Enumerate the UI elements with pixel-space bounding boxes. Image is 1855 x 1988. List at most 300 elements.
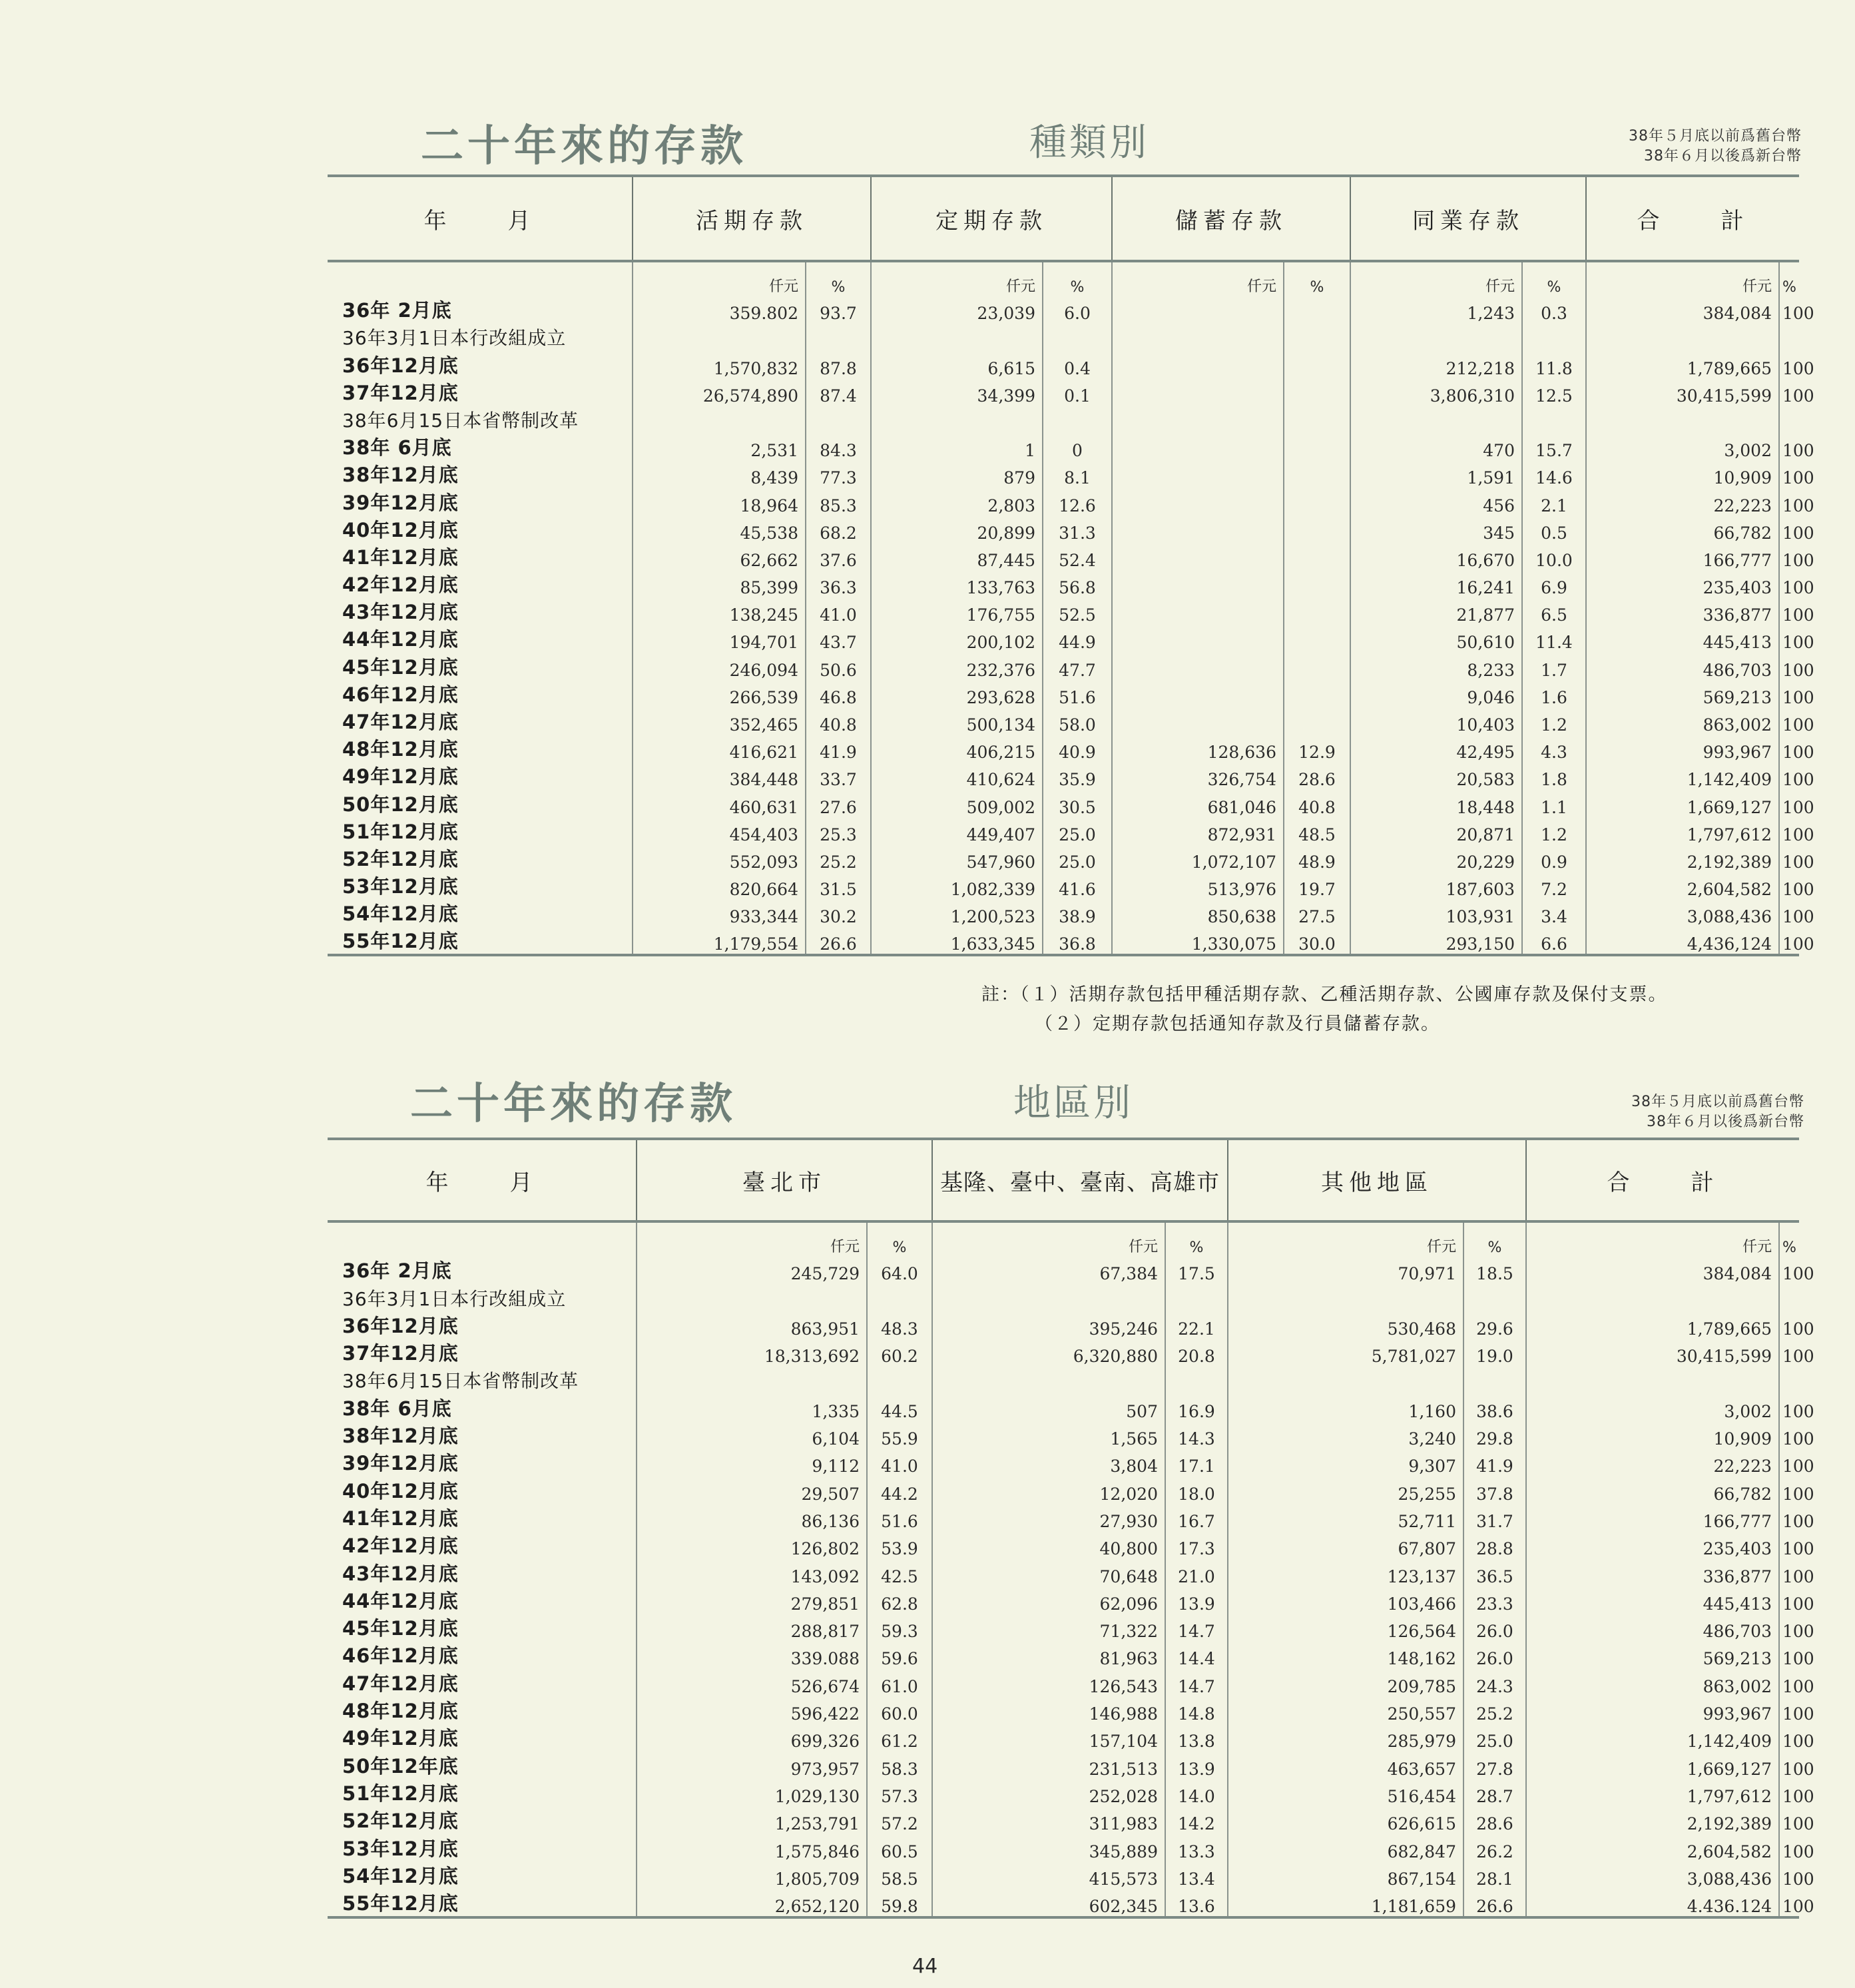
- cell-amount: 85,399: [633, 570, 806, 597]
- unit-row: [328, 261, 1799, 296]
- cell-amount: 23,039: [871, 296, 1043, 323]
- cell-amount: 1,565: [932, 1421, 1165, 1449]
- cell-amount: 1,029,130: [637, 1779, 867, 1806]
- cell-percent: 100: [1779, 899, 1799, 926]
- row-label: 49年12月底: [342, 765, 459, 789]
- cell-amount: 187,603: [1350, 872, 1522, 899]
- cell-amount: 410,624: [871, 762, 1043, 789]
- row-label: 39年12月底: [342, 491, 459, 514]
- cell-amount: 20,229: [1350, 844, 1522, 872]
- cell-percent: 100: [1779, 872, 1799, 899]
- table-row: [328, 1668, 1799, 1696]
- cell-amount: 143,092: [637, 1558, 867, 1586]
- cell-percent: 28.7: [1463, 1779, 1526, 1806]
- table-row: [328, 1833, 1799, 1861]
- header-year-month: 年 月: [328, 176, 633, 261]
- cell-amount: [1112, 515, 1284, 543]
- section-title: 二十年來的存款: [410, 1080, 736, 1129]
- cell-percent: 2.1: [1522, 488, 1586, 515]
- table-note-row: [328, 323, 1799, 350]
- cell-percent: 58.3: [867, 1751, 932, 1778]
- table-row: [328, 1751, 1799, 1778]
- cell-percent: 1.1: [1522, 789, 1586, 817]
- cell-amount: 445,413: [1586, 625, 1779, 652]
- table-row: [328, 872, 1799, 899]
- cell-amount: 3,806,310: [1350, 378, 1522, 406]
- cell-amount: 1,072,107: [1112, 844, 1284, 872]
- row-label: 38年6月15日本省幣制改革: [342, 1370, 579, 1393]
- cell-percent: 30.0: [1284, 926, 1350, 955]
- cell-percent: 0.9: [1522, 844, 1586, 872]
- table-row: [328, 789, 1799, 817]
- cell-amount: [1112, 570, 1284, 597]
- cell-amount: 123,137: [1228, 1558, 1463, 1586]
- cell-percent: 1.8: [1522, 762, 1586, 789]
- cell-percent: 13.4: [1165, 1861, 1228, 1889]
- cell-percent: 21.0: [1165, 1558, 1228, 1586]
- cell-percent: 100: [1779, 707, 1799, 735]
- cell-amount: 1,633,345: [871, 926, 1043, 955]
- cell-amount: 2,192,389: [1586, 844, 1779, 872]
- unit-percent: %: [1284, 261, 1350, 296]
- cell-amount: 12,020: [932, 1476, 1165, 1503]
- cell-amount: 235,403: [1586, 570, 1779, 597]
- table-row: [328, 1311, 1799, 1339]
- cell-percent: 100: [1779, 488, 1799, 515]
- cell-amount: 470: [1350, 433, 1522, 460]
- cell-amount: [1526, 1366, 1779, 1393]
- cell-percent: 7.2: [1522, 872, 1586, 899]
- cell-percent: 13.8: [1165, 1724, 1228, 1751]
- cell-amount: [871, 323, 1043, 350]
- table-row: [328, 652, 1799, 679]
- cell-amount: [1112, 625, 1284, 652]
- cell-amount: 3,240: [1228, 1421, 1463, 1449]
- cell-percent: 100: [1779, 1586, 1799, 1614]
- cell-amount: 1,181,659: [1228, 1889, 1463, 1917]
- cell-amount: 16,241: [1350, 570, 1522, 597]
- row-label: 41年12月底: [342, 545, 459, 569]
- cell-amount: 547,960: [871, 844, 1043, 872]
- cell-amount: 34,399: [871, 378, 1043, 406]
- cell-amount: 146,988: [932, 1696, 1165, 1724]
- unit-percent: %: [1043, 261, 1112, 296]
- table-row: [328, 1531, 1799, 1558]
- cell-percent: 59.8: [867, 1889, 932, 1917]
- cell-amount: 345: [1350, 515, 1522, 543]
- cell-percent: 14.3: [1165, 1421, 1228, 1449]
- table-row: [328, 1421, 1799, 1449]
- unit-row-label: [328, 261, 633, 296]
- cell-percent: 15.7: [1522, 433, 1586, 460]
- cell-amount: 103,931: [1350, 899, 1522, 926]
- cell-percent: 13.6: [1165, 1889, 1228, 1917]
- cell-percent: 14.8: [1165, 1696, 1228, 1724]
- row-label: 48年12月底: [342, 1700, 459, 1723]
- table-row: [328, 1449, 1799, 1476]
- cell-percent: 57.2: [867, 1806, 932, 1833]
- cell-percent: [806, 406, 871, 433]
- cell-percent: 1.6: [1522, 680, 1586, 707]
- cell-amount: 500,134: [871, 707, 1043, 735]
- cell-amount: 993,967: [1586, 735, 1779, 762]
- cell-percent: [1284, 652, 1350, 679]
- row-label: 37年12月底: [342, 381, 459, 404]
- cell-amount: 384,448: [633, 762, 806, 789]
- cell-percent: 60.0: [867, 1696, 932, 1724]
- cell-amount: 62,662: [633, 543, 806, 570]
- cell-amount: 1,142,409: [1586, 762, 1779, 789]
- cell-percent: 100: [1779, 1449, 1799, 1476]
- unit-amount: 仟元: [1112, 261, 1284, 296]
- cell-percent: 36.5: [1463, 1558, 1526, 1586]
- cell-percent: [1284, 570, 1350, 597]
- cell-percent: 25.0: [1463, 1724, 1526, 1751]
- cell-amount: 1,243: [1350, 296, 1522, 323]
- cell-amount: 20,871: [1350, 817, 1522, 844]
- cell-percent: 58.0: [1043, 707, 1112, 735]
- currency-note-line: 38年５月底以前爲舊台幣: [1629, 128, 1802, 145]
- cell-amount: [1112, 680, 1284, 707]
- row-label: 39年12月底: [342, 1452, 459, 1475]
- cell-amount: 1,179,554: [633, 926, 806, 955]
- cell-amount: 1,253,791: [637, 1806, 867, 1833]
- cell-amount: 20,583: [1350, 762, 1522, 789]
- cell-amount: 1,200,523: [871, 899, 1043, 926]
- unit-amount: 仟元: [1228, 1221, 1463, 1256]
- table-row: [328, 433, 1799, 460]
- cell-amount: 406,215: [871, 735, 1043, 762]
- cell-percent: 100: [1779, 296, 1799, 323]
- cell-percent: 31.7: [1463, 1504, 1526, 1531]
- cell-amount: 507: [932, 1393, 1165, 1421]
- table-note-row: [328, 1366, 1799, 1393]
- cell-percent: 14.6: [1522, 460, 1586, 488]
- cell-percent: [1284, 597, 1350, 625]
- cell-percent: 93.7: [806, 296, 871, 323]
- cell-amount: 359.802: [633, 296, 806, 323]
- cell-percent: 40.9: [1043, 735, 1112, 762]
- cell-percent: 14.0: [1165, 1779, 1228, 1806]
- cell-amount: 1,160: [1228, 1393, 1463, 1421]
- cell-amount: 872,931: [1112, 817, 1284, 844]
- cell-amount: [1112, 543, 1284, 570]
- cell-amount: [1112, 350, 1284, 378]
- cell-amount: 863,002: [1586, 707, 1779, 735]
- cell-amount: 384,084: [1586, 296, 1779, 323]
- cell-amount: 45,538: [633, 515, 806, 543]
- deposits-by-type-table: [328, 174, 1814, 956]
- cell-percent: [1779, 323, 1799, 350]
- cell-amount: 66,782: [1586, 515, 1779, 543]
- cell-percent: 46.8: [806, 680, 871, 707]
- cell-amount: 18,313,692: [637, 1339, 867, 1366]
- cell-amount: 415,573: [932, 1861, 1165, 1889]
- cell-amount: 2,604,582: [1526, 1833, 1779, 1861]
- cell-percent: 26.6: [1463, 1889, 1526, 1917]
- cell-percent: [1284, 460, 1350, 488]
- cell-amount: 460,631: [633, 789, 806, 817]
- header-taipei: 臺北市: [637, 1139, 932, 1221]
- cell-amount: 3,002: [1526, 1393, 1779, 1421]
- cell-amount: 820,664: [633, 872, 806, 899]
- cell-percent: 0.1: [1043, 378, 1112, 406]
- cell-percent: [1522, 406, 1586, 433]
- cell-amount: 70,648: [932, 1558, 1165, 1586]
- cell-percent: [1284, 515, 1350, 543]
- header-year-month: 年 月: [328, 1139, 637, 1221]
- cell-amount: 863,002: [1526, 1668, 1779, 1696]
- cell-amount: [1350, 323, 1522, 350]
- cell-percent: 0.5: [1522, 515, 1586, 543]
- cell-percent: [1284, 323, 1350, 350]
- cell-amount: 22,223: [1526, 1449, 1779, 1476]
- cell-percent: 100: [1779, 1889, 1799, 1917]
- cell-amount: 42,495: [1350, 735, 1522, 762]
- table-row: [328, 899, 1799, 926]
- row-label: 42年12月底: [342, 1534, 459, 1558]
- note-line: 註：（１）活期存款包括甲種活期存款、乙種活期存款、公國庫存款及保付支票。: [981, 984, 1668, 1005]
- row-label: 53年12月底: [342, 1837, 459, 1860]
- table-row: [328, 1339, 1799, 1366]
- cell-amount: 311,983: [932, 1806, 1165, 1833]
- row-label: 36年3月1日本行改組成立: [342, 327, 567, 350]
- cell-percent: 10.0: [1522, 543, 1586, 570]
- row-label: 43年12月底: [342, 1562, 459, 1585]
- cell-amount: [1112, 652, 1284, 679]
- row-label: 52年12月底: [342, 847, 459, 870]
- cell-amount: 1,591: [1350, 460, 1522, 488]
- cell-amount: 513,976: [1112, 872, 1284, 899]
- cell-amount: 445,413: [1526, 1586, 1779, 1614]
- cell-percent: 26.2: [1463, 1833, 1526, 1861]
- cell-percent: 6.9: [1522, 570, 1586, 597]
- row-label: 36年3月1日本行改組成立: [342, 1287, 567, 1310]
- unit-amount: 仟元: [1526, 1221, 1779, 1256]
- cell-amount: 126,802: [637, 1531, 867, 1558]
- table-row: [328, 543, 1799, 570]
- table-note-row: [328, 1283, 1799, 1311]
- cell-percent: 68.2: [806, 515, 871, 543]
- cell-percent: 41.9: [806, 735, 871, 762]
- currency-note-line: 38年６月以後爲新台幣: [1644, 148, 1802, 165]
- cell-amount: 8,233: [1350, 652, 1522, 679]
- cell-amount: 879: [871, 460, 1043, 488]
- cell-percent: 44.9: [1043, 625, 1112, 652]
- cell-percent: 60.2: [867, 1339, 932, 1366]
- cell-percent: 61.0: [867, 1668, 932, 1696]
- cell-percent: 100: [1779, 433, 1799, 460]
- table-row: [328, 1779, 1799, 1806]
- cell-amount: 71,322: [932, 1614, 1165, 1641]
- cell-amount: 1,082,339: [871, 872, 1043, 899]
- cell-percent: 57.3: [867, 1779, 932, 1806]
- unit-percent: %: [867, 1221, 932, 1256]
- cell-amount: 293,628: [871, 680, 1043, 707]
- cell-amount: 1,575,846: [637, 1833, 867, 1861]
- cell-amount: 18,964: [633, 488, 806, 515]
- cell-amount: 86,136: [637, 1504, 867, 1531]
- header-time-deposit: 定期存款: [871, 176, 1112, 261]
- cell-percent: 100: [1779, 680, 1799, 707]
- cell-amount: 70,971: [1228, 1256, 1463, 1283]
- cell-percent: 27.6: [806, 789, 871, 817]
- cell-percent: [1779, 406, 1799, 433]
- cell-percent: 100: [1779, 570, 1799, 597]
- cell-percent: [1165, 1283, 1228, 1311]
- row-label: 36年12月底: [342, 354, 459, 377]
- cell-percent: 60.5: [867, 1833, 932, 1861]
- cell-amount: [1586, 323, 1779, 350]
- cell-percent: 25.2: [1463, 1696, 1526, 1724]
- cell-percent: 16.7: [1165, 1504, 1228, 1531]
- cell-amount: 699,326: [637, 1724, 867, 1751]
- cell-amount: 288,817: [637, 1614, 867, 1641]
- cell-percent: 47.7: [1043, 652, 1112, 679]
- row-label: 46年12月底: [342, 683, 459, 706]
- cell-amount: 602,345: [932, 1889, 1165, 1917]
- cell-percent: 43.7: [806, 625, 871, 652]
- cell-percent: 100: [1779, 1531, 1799, 1558]
- unit-percent: %: [1165, 1221, 1228, 1256]
- cell-amount: 133,763: [871, 570, 1043, 597]
- cell-percent: 100: [1779, 1668, 1799, 1696]
- row-label: 38年12月底: [342, 464, 459, 487]
- cell-percent: 1.2: [1522, 817, 1586, 844]
- cell-percent: [1284, 296, 1350, 323]
- cell-amount: 235,403: [1526, 1531, 1779, 1558]
- cell-percent: 100: [1779, 1751, 1799, 1778]
- cell-percent: 48.5: [1284, 817, 1350, 844]
- cell-amount: 10,909: [1526, 1421, 1779, 1449]
- header-other-regions: 其他地區: [1228, 1139, 1526, 1221]
- cell-amount: [1228, 1366, 1463, 1393]
- row-label: 41年12月底: [342, 1506, 459, 1530]
- cell-amount: 209,785: [1228, 1668, 1463, 1696]
- cell-amount: 81,963: [932, 1641, 1165, 1668]
- cell-amount: 27,930: [932, 1504, 1165, 1531]
- cell-percent: 100: [1779, 378, 1799, 406]
- cell-percent: 13.9: [1165, 1586, 1228, 1614]
- cell-percent: 19.7: [1284, 872, 1350, 899]
- table-row: [328, 1614, 1799, 1641]
- cell-amount: 1,570,832: [633, 350, 806, 378]
- cell-amount: 384,084: [1526, 1256, 1779, 1283]
- row-label: 45年12月底: [342, 655, 459, 679]
- cell-amount: 126,564: [1228, 1614, 1463, 1641]
- cell-percent: 100: [1779, 515, 1799, 543]
- table-row: [328, 350, 1799, 378]
- row-label: 55年12月底: [328, 1889, 637, 1917]
- cell-amount: 148,162: [1228, 1641, 1463, 1668]
- cell-amount: 526,674: [637, 1668, 867, 1696]
- cell-percent: 64.0: [867, 1256, 932, 1283]
- cell-amount: [1112, 433, 1284, 460]
- row-label: 49年12月底: [342, 1727, 459, 1750]
- cell-amount: 67,384: [932, 1256, 1165, 1283]
- cell-percent: 48.9: [1284, 844, 1350, 872]
- cell-percent: 25.0: [1043, 844, 1112, 872]
- cell-amount: 103,466: [1228, 1586, 1463, 1614]
- cell-percent: 33.7: [806, 762, 871, 789]
- cell-percent: 100: [1779, 1558, 1799, 1586]
- table-note-row: [328, 406, 1799, 433]
- cell-percent: [1779, 1283, 1799, 1311]
- cell-amount: 232,376: [871, 652, 1043, 679]
- cell-amount: 231,513: [932, 1751, 1165, 1778]
- cell-amount: 516,454: [1228, 1779, 1463, 1806]
- cell-percent: 84.3: [806, 433, 871, 460]
- cell-amount: [1526, 1283, 1779, 1311]
- cell-percent: [1043, 323, 1112, 350]
- cell-amount: [1112, 460, 1284, 488]
- cell-amount: 3,088,436: [1586, 899, 1779, 926]
- cell-percent: 17.3: [1165, 1531, 1228, 1558]
- cell-amount: 2,192,389: [1526, 1806, 1779, 1833]
- cell-percent: 87.4: [806, 378, 871, 406]
- section-by-region: [0, 1039, 1855, 1958]
- cell-percent: 14.4: [1165, 1641, 1228, 1668]
- cell-percent: 16.9: [1165, 1393, 1228, 1421]
- cell-percent: [867, 1283, 932, 1311]
- cell-percent: 23.3: [1463, 1586, 1526, 1614]
- row-label: 42年12月底: [342, 573, 459, 597]
- cell-amount: 166,777: [1586, 543, 1779, 570]
- cell-percent: 26.0: [1463, 1614, 1526, 1641]
- row-label: 38年6月15日本省幣制改革: [342, 409, 579, 432]
- cell-amount: 486,703: [1586, 652, 1779, 679]
- cell-percent: 100: [1779, 1421, 1799, 1449]
- cell-percent: 8.1: [1043, 460, 1112, 488]
- currency-note-line: 38年５月底以前爲舊台幣: [1631, 1094, 1804, 1110]
- cell-amount: 126,543: [932, 1668, 1165, 1696]
- table-row: [328, 844, 1799, 872]
- currency-note-line: 38年６月以後爲新台幣: [1647, 1114, 1804, 1130]
- deposits-by-region-table: [328, 1138, 1814, 1919]
- cell-percent: 37.6: [806, 543, 871, 570]
- cell-percent: 18.5: [1463, 1256, 1526, 1283]
- row-label: 37年12月底: [342, 1342, 459, 1365]
- cell-percent: 31.5: [806, 872, 871, 899]
- cell-amount: 3,804: [932, 1449, 1165, 1476]
- cell-percent: [1779, 1366, 1799, 1393]
- cell-percent: [1284, 488, 1350, 515]
- table-row: [328, 1558, 1799, 1586]
- cell-amount: 2,803: [871, 488, 1043, 515]
- unit-percent: %: [806, 261, 871, 296]
- cell-amount: 87,445: [871, 543, 1043, 570]
- cell-amount: [1112, 707, 1284, 735]
- cell-percent: [1284, 625, 1350, 652]
- row-label: 38年12月底: [342, 1425, 459, 1448]
- table-row: [328, 707, 1799, 735]
- cell-percent: 50.6: [806, 652, 871, 679]
- header-total: 合 計: [1586, 176, 1799, 261]
- cell-percent: 22.1: [1165, 1311, 1228, 1339]
- cell-amount: [932, 1283, 1165, 1311]
- cell-percent: 30.2: [806, 899, 871, 926]
- cell-percent: 28.6: [1284, 762, 1350, 789]
- cell-amount: 10,403: [1350, 707, 1522, 735]
- cell-percent: 29.6: [1463, 1311, 1526, 1339]
- cell-percent: [1284, 350, 1350, 378]
- cell-amount: [1112, 597, 1284, 625]
- cell-amount: [1112, 488, 1284, 515]
- cell-percent: 17.1: [1165, 1449, 1228, 1476]
- cell-percent: 62.8: [867, 1586, 932, 1614]
- cell-amount: [637, 1283, 867, 1311]
- cell-percent: 100: [1779, 460, 1799, 488]
